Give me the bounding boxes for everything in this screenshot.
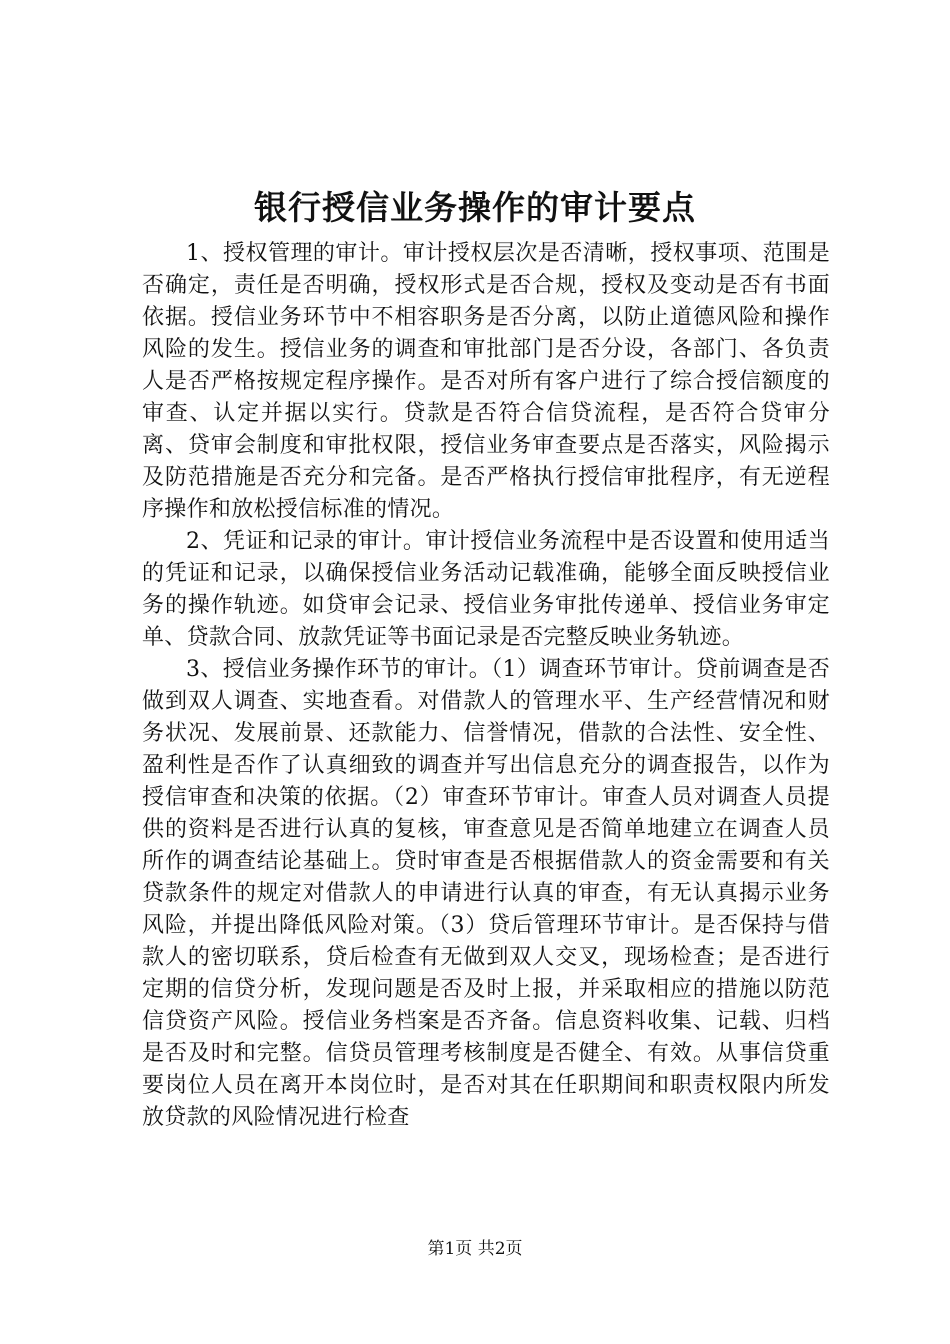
- page-number-footer: 第1页 共2页: [427, 1239, 523, 1259]
- document-body: [142, 238, 830, 1134]
- document-title: 银行授信业务操作的审计要点: [254, 188, 696, 227]
- paragraph-3: 3、授信业务操作环节的审计。（1）调查环节审计。贷前调查是否做到双人调查、实地查看。对借款人的管理水平、生产经营情况和财务状况、发展前景、还款能力、信誉情况，借款的合法性、安全性、盈利性是否作了认真细致的调查并写出信息充分的调查报告，以作为授信审查和决策的依据。（2）审查环节审计。审查人员对调查人员提供的资料是否进行认真的复核，审查意见是否简单地建立在调查人员所作的调查结论基础上。贷时审查是否根据借款人的资金需要和有关贷款条件的规定对借款人的申请进行认真的审查，有无认真揭示业务风险，并提出降低风险对策。（3）贷后管理环节审计。是否保持与借款人的密切联系，贷后检查有无做到双人交叉，现场检查；是否进行定期的信贷分析，发现问题是否及时上报，并采取相应的措施以防范信贷资产风险。授信业务档案是否齐备。信息资料收集、记载、归档是否及时和完整。信贷员管理考核制度是否健全、有效。从事信贷重要岗位人员在离开本岗位时，是否对其在任职期间和职责权限内所发放贷款的风险情况进行检查: [142, 657, 830, 1130]
- paragraph-2: 2、凭证和记录的审计。审计授信业务流程中是否设置和使用适当的凭证和记录，以确保授信业务活动记载准确，能够全面反映授信业务的操作轨迹。如贷审会记录、授信业务审批传递单、授信业务审定单、贷款合同、放款凭证等书面记录是否完整反映业务轨迹。: [142, 529, 830, 650]
- paragraph-1: 1、授权管理的审计。审计授权层次是否清晰，授权事项、范围是否确定，责任是否明确，授权形式是否合规，授权及变动是否有书面依据。授信业务环节中不相容职务是否分离，以防止道德风险和操作风险的发生。授信业务的调查和审批部门是否分设，各部门、各负责人是否严格按规定程序操作。是否对所有客户进行了综合授信额度的审查、认定并据以实行。贷款是否符合信贷流程，是否符合贷审分离、贷审会制度和审批权限，授信业务审查要点是否落实，风险揭示及防范措施是否充分和完备。是否严格执行授信审批程序，有无逆程序操作和放松授信标准的情况。: [142, 241, 830, 522]
